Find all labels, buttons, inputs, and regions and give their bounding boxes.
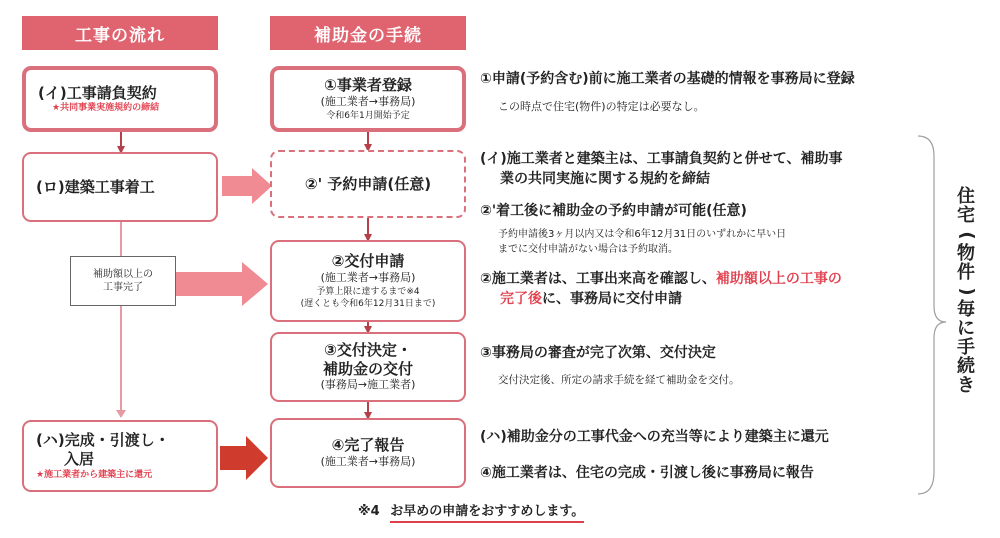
- step2-sub3: (遅くとも令和6年12月31日まで): [300, 298, 436, 309]
- step2-application-box: [270, 240, 466, 322]
- step1-sub2: 令和6年1月開始予定: [326, 110, 410, 121]
- step3-title-line1: ③交付決定・: [324, 340, 412, 359]
- note3-main: ②'着工後に補助金の予約申請が可能(任意): [480, 203, 747, 219]
- note4-line1: [480, 270, 842, 289]
- step2-sub1: (施工業者→事務局): [320, 270, 416, 284]
- footnote: [358, 500, 584, 519]
- side-label-char: に: [957, 318, 975, 340]
- note4-line1-text: ②施工業者は、工事出来高を確認し、: [480, 271, 716, 287]
- arrow-handover-to-report: [220, 436, 268, 480]
- side-label-char: ): [956, 287, 978, 297]
- arrow-start-to-reservation: [222, 168, 272, 204]
- step1-title: ①事業者登録: [324, 76, 412, 95]
- step3-sub1: (事務局→施工業者): [320, 378, 416, 392]
- header-subsidy-procedure: 補助金の手続: [270, 16, 466, 50]
- note6-main: (ハ)補助金分の工事代金への充当等により建築主に還元: [480, 429, 829, 445]
- step3-decision-box: [270, 332, 466, 402]
- step2-sub2: 予算上限に達するまで※4: [316, 286, 420, 297]
- note7-main: ④施工業者は、住宅の完成・引渡し後に事務局に報告: [480, 465, 814, 481]
- side-label-char: 毎: [957, 299, 975, 321]
- header-construction-flow: 工事の流れ: [22, 16, 218, 50]
- contract-sub: ★共同事業実施規約の締結: [52, 103, 160, 114]
- step4-report-box: [270, 418, 466, 488]
- work-complete-line2: 工事完了: [103, 282, 143, 293]
- note2-line1: (イ)施工業者と建築主は、工事請負契約と併せて、補助事: [480, 151, 843, 167]
- side-label-char: 住: [957, 186, 975, 207]
- note4-line1-emphasis: 補助額以上の工事の: [715, 271, 842, 287]
- work-complete-line1: 補助額以上の: [93, 268, 153, 280]
- side-brace: [918, 136, 946, 494]
- left-connector-2-head: [116, 410, 126, 418]
- handover-sub: ★施工業者から建築主に還元: [36, 469, 153, 480]
- step4-sub1: (施工業者→事務局): [320, 454, 416, 468]
- side-label-char: 件: [957, 261, 975, 283]
- contract-box: [22, 66, 218, 132]
- handover-title-line1: (ハ)完成・引渡し・: [36, 431, 170, 450]
- side-label-char: 宅: [957, 204, 975, 226]
- side-label-char: 物: [957, 242, 975, 264]
- footnote-mark: ※4: [358, 504, 380, 519]
- handover-box: [22, 420, 218, 492]
- step1-registration-box: [270, 66, 466, 132]
- footnote-text: お早めの申請をおすすめします。: [390, 504, 584, 523]
- note1-sub: この時点で住宅(物件)の特定は必要なし。: [498, 100, 705, 113]
- note4-line2-emphasis: 完了後: [500, 291, 542, 307]
- step2-title: ②交付申請: [331, 252, 405, 271]
- step2p-reservation-box: [270, 150, 466, 218]
- side-label-per-house: [950, 188, 982, 396]
- side-label-char: 手: [957, 337, 975, 359]
- construction-start-box: [22, 152, 218, 222]
- work-complete-note: [70, 256, 176, 306]
- side-label-char: き: [957, 374, 975, 396]
- contract-title: (イ)工事請負契約: [38, 83, 157, 102]
- side-label-char: (: [956, 231, 978, 240]
- note4-line2: [500, 290, 682, 309]
- step1-sub1: (施工業者→事務局): [320, 94, 416, 108]
- note5-main: ③事務局の審査が完了次第、交付決定: [480, 345, 716, 361]
- note3-sub1: 予約申請後3ヶ月以内又は令和6年12月31日のいずれかに早い日: [498, 229, 787, 240]
- step3-title-line2: 補助金の交付: [322, 359, 413, 378]
- note5-sub: 交付決定後、所定の請求手続を経て補助金を交付。: [498, 374, 740, 386]
- step4-title: ④完了報告: [331, 436, 405, 455]
- note1-main: ①申請(予約含む)前に施工業者の基礎的情報を事務局に登録: [480, 71, 855, 87]
- note3-sub2: までに交付申請がない場合は予約取消。: [498, 244, 678, 255]
- construction-start-title: (ロ)建築工事着工: [36, 177, 155, 196]
- step2p-title: ②' 予約申請(任意): [304, 174, 432, 193]
- handover-title-line2: 入居: [64, 449, 95, 468]
- note4-line2-text: に、事務局に交付申請: [542, 291, 682, 307]
- note2-line2: 業の共同実施に関する規約を締結: [500, 171, 710, 187]
- arrow-complete-to-application: [176, 262, 268, 306]
- side-label-char: 続: [957, 356, 975, 378]
